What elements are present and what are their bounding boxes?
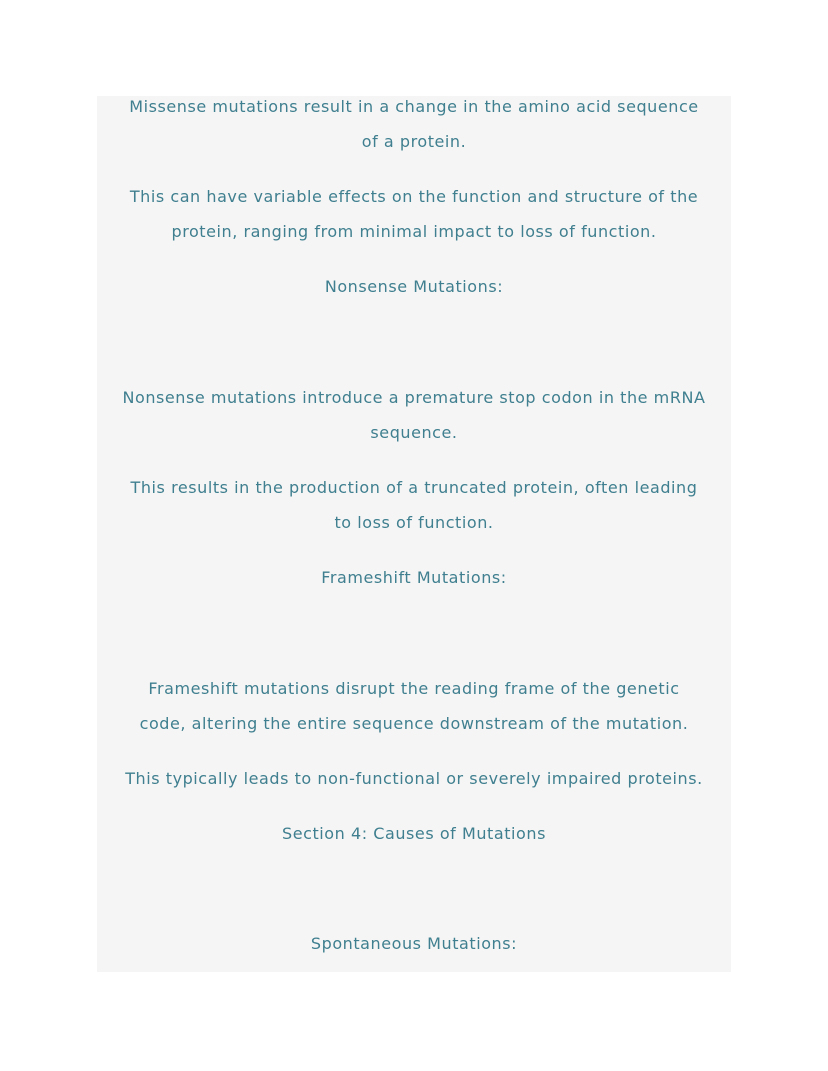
frameshift-mutations-heading: Frameshift Mutations: (321, 568, 507, 587)
section-4-heading: Section 4: Causes of Mutations (282, 824, 546, 843)
content-panel (97, 96, 731, 972)
frameshift-paragraph-line-1: Frameshift mutations disrupt the reading frame of the genetic (148, 679, 680, 698)
nonsense-mutations-heading: Nonsense Mutations: (324, 277, 504, 296)
nonsense-effects-line-1: This results in the production of a truncated protein, often leading (130, 478, 698, 497)
missense-paragraph-line-2: of a protein. (361, 132, 467, 151)
nonsense-effects-line-2: to loss of function. (334, 513, 494, 532)
frameshift-effects-line: This typically leads to non-functional or severely impaired proteins. (125, 769, 703, 788)
nonsense-paragraph-line-1: Nonsense mutations introduce a premature stop codon in the mRNA (122, 388, 706, 407)
missense-effects-line-2: protein, ranging from minimal impact to loss of function. (171, 222, 657, 241)
frameshift-paragraph-line-2: code, altering the entire sequence downstream of the mutation. (139, 714, 689, 733)
nonsense-paragraph-line-2: sequence. (370, 423, 458, 442)
missense-paragraph-line-1: Missense mutations result in a change in the amino acid sequence (129, 97, 699, 116)
missense-effects-line-1: This can have variable effects on the function and structure of the (129, 187, 699, 206)
spontaneous-mutations-heading: Spontaneous Mutations: (310, 934, 518, 953)
